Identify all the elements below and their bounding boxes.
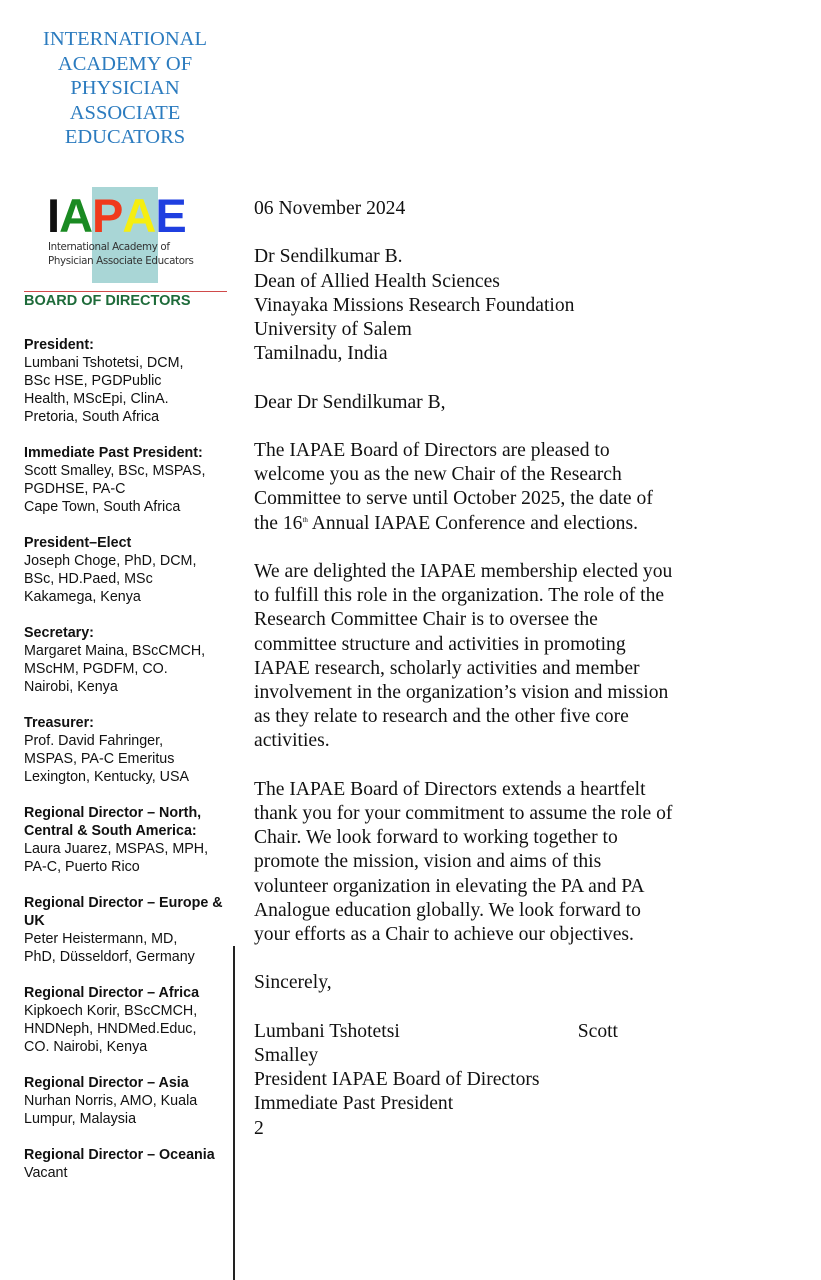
board-member-detail: Kipkoech Korir, BScCMCH, bbox=[24, 1003, 198, 1019]
board-member-detail: Joseph Choge, PhD, DCM, bbox=[24, 553, 197, 569]
recipient-line: Dr Sendilkumar B. bbox=[254, 246, 403, 268]
board-member bbox=[24, 894, 239, 966]
logo-subtitle-line: Physician Associate Educators bbox=[48, 254, 194, 267]
board-member-detail: PA-C, Puerto Rico bbox=[24, 859, 140, 875]
paragraph-thanks: The IAPAE Board of Directors extends a heartfelt thank you for your commitment to assume the role of Chair. We look forward to working together to promote the mission, vision and aims of this volunteer organization in elevating the PA and PA Analogue education globally. We look forward to your efforts as a Chair to achieve our objectives. bbox=[254, 778, 673, 946]
signature-block bbox=[254, 1020, 674, 1141]
org-title-line: PHYSICIAN bbox=[70, 77, 180, 99]
board-member-detail: BSc HSE, PGDPublic bbox=[24, 373, 162, 389]
board-member-detail: Prof. David Fahringer, bbox=[24, 733, 164, 749]
paragraph-text: Annual IAPAE Conference and elections. bbox=[307, 512, 638, 534]
board-heading: BOARD OF DIRECTORS bbox=[24, 293, 191, 309]
iapae-logo bbox=[44, 187, 224, 283]
board-member-detail: Kakamega, Kenya bbox=[24, 589, 141, 605]
board-member bbox=[24, 984, 239, 1056]
board-member-detail: Peter Heistermann, MD, bbox=[24, 931, 178, 947]
board-member bbox=[24, 534, 239, 606]
recipient-line: University of Salem bbox=[254, 319, 412, 340]
recipient-address bbox=[254, 245, 674, 366]
org-title-line: ACADEMY OF bbox=[57, 52, 193, 75]
salutation: Dear Dr Sendilkumar B, bbox=[254, 391, 446, 413]
board-member-detail: Pretoria, South Africa bbox=[24, 409, 160, 425]
divider-red bbox=[24, 291, 227, 292]
board-member-detail: CO. Nairobi, Kenya bbox=[24, 1039, 148, 1055]
board-member-role: Regional Director – Europe & UK bbox=[24, 895, 223, 929]
board-member-role: Treasurer: bbox=[24, 715, 94, 731]
logo-wordmark bbox=[47, 189, 186, 242]
board-member-detail: MSPAS, PA-C Emeritus bbox=[24, 751, 175, 767]
board-member-detail: Lexington, Kentucky, USA bbox=[24, 769, 190, 785]
board-member-role: Secretary: bbox=[24, 625, 94, 641]
board-member-role: Regional Director – Africa bbox=[24, 985, 200, 1001]
board-member-detail: MScHM, PGDFM, CO. bbox=[24, 661, 168, 677]
board-member-detail: Cape Town, South Africa bbox=[24, 499, 181, 515]
board-member bbox=[24, 624, 239, 696]
divider-vertical bbox=[233, 946, 235, 1280]
board-member-detail: Margaret Maina, BScCMCH, bbox=[24, 643, 206, 659]
board-member-detail: Nairobi, Kenya bbox=[24, 679, 118, 695]
logo-subtitle bbox=[48, 241, 228, 268]
letter-body bbox=[254, 197, 674, 1141]
logo-letter: A bbox=[122, 189, 156, 242]
org-title-line: INTERNATIONAL bbox=[43, 28, 207, 50]
recipient-line: Dean of Allied Health Sciences bbox=[254, 270, 500, 292]
board-member bbox=[24, 714, 239, 786]
board-member bbox=[24, 336, 239, 426]
board-member-detail: Health, MScEpi, ClinA. bbox=[24, 391, 169, 407]
signatory-2-title: Immediate Past President bbox=[254, 1093, 454, 1115]
recipient-line: Vinayaka Missions Research Foundation bbox=[254, 294, 575, 316]
board-member-detail: PGDHSE, PA-C bbox=[24, 481, 126, 497]
logo-letter: E bbox=[155, 189, 186, 242]
board-member-detail: Nurhan Norris, AMO, Kuala bbox=[24, 1093, 198, 1109]
board-member bbox=[24, 1146, 239, 1182]
org-title-line: EDUCATORS bbox=[64, 126, 186, 148]
board-member-detail: Lumbani Tshotetsi, DCM, bbox=[24, 355, 184, 371]
paragraph-text: The IAPAE Board of Directors are pleased to welcome you as the new Chair of the Research Committee to serve until October 2025, the date of the 16 bbox=[254, 439, 653, 534]
page-number: 2 bbox=[254, 1117, 264, 1139]
logo-letter: I bbox=[47, 189, 60, 242]
signatory-2-last-name: Smalley bbox=[254, 1045, 319, 1066]
board-member-role: President: bbox=[24, 337, 94, 353]
board-member-role: Immediate Past President: bbox=[24, 445, 203, 461]
board-member-role: Regional Director – Asia bbox=[24, 1075, 189, 1091]
board-member-detail: Vacant bbox=[24, 1165, 68, 1181]
board-of-directors-list bbox=[24, 336, 239, 1200]
board-member bbox=[24, 444, 239, 516]
signature-names-row bbox=[254, 1020, 618, 1044]
org-title-line: ASSOCIATE bbox=[69, 101, 181, 124]
signatory-1-title: President IAPAE Board of Directors bbox=[254, 1069, 540, 1091]
ordinal-suffix: th bbox=[302, 515, 308, 524]
board-member-detail: Laura Juarez, MSPAS, MPH, bbox=[24, 841, 209, 857]
board-member-role: Regional Director – Oceania bbox=[24, 1147, 215, 1163]
board-member-detail: HNDNeph, HNDMed.Educ, bbox=[24, 1021, 197, 1037]
board-member bbox=[24, 804, 239, 876]
board-member-detail: Lumpur, Malaysia bbox=[24, 1111, 137, 1127]
signatory-2-first-name: Scott bbox=[577, 1020, 618, 1042]
board-member-role: President–Elect bbox=[24, 535, 132, 551]
board-member-role: Regional Director – North, Central & South America: bbox=[24, 805, 202, 839]
organization-title bbox=[20, 27, 230, 150]
paragraph-welcome bbox=[254, 439, 674, 536]
closing: Sincerely, bbox=[254, 972, 332, 994]
logo-letter: P bbox=[92, 189, 123, 242]
signatory-1-name: Lumbani Tshotetsi bbox=[254, 1020, 400, 1042]
paragraph-role: We are delighted the IAPAE membership elected you to fulfill this role in the organization. The role of the Research Committee Chair is to oversee the committee structure and activities in promoting IAPAE research, scholarly activities and member involvement in the organization’s vision and mission as they relate to research and the other five core activities. bbox=[254, 560, 673, 752]
recipient-line: Tamilnadu, India bbox=[254, 343, 388, 365]
letter-date: 06 November 2024 bbox=[254, 198, 406, 219]
logo-letter: A bbox=[59, 189, 93, 242]
board-member-detail: Scott Smalley, BSc, MSPAS, bbox=[24, 463, 206, 479]
board-member-detail: BSc, HD.Paed, MSc bbox=[24, 571, 153, 587]
logo-subtitle-line: International Academy of bbox=[48, 241, 170, 253]
board-member-detail: PhD, Düsseldorf, Germany bbox=[24, 949, 195, 965]
board-member bbox=[24, 1074, 239, 1128]
